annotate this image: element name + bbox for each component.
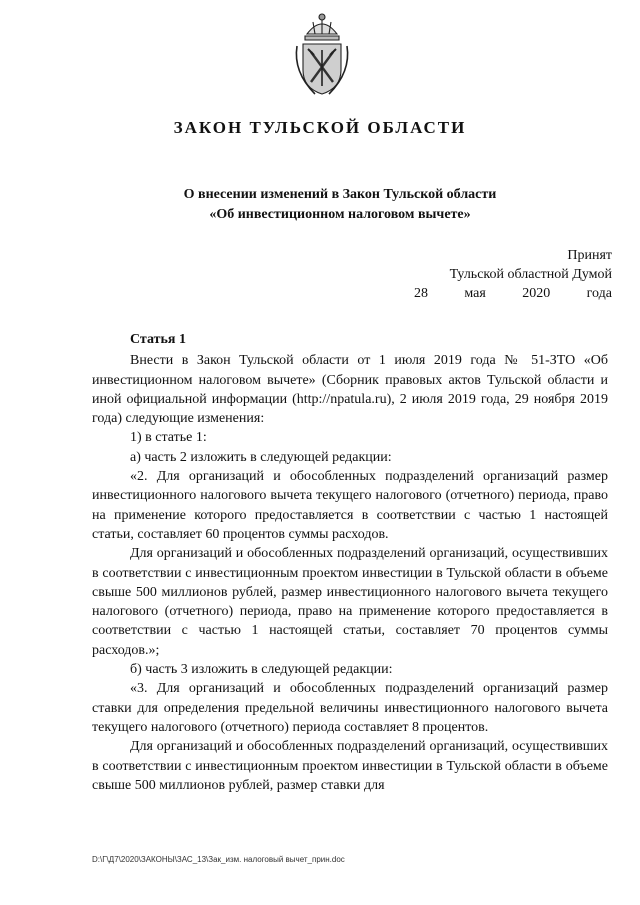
law-title: ЗАКОН ТУЛЬСКОЙ ОБЛАСТИ xyxy=(173,118,467,137)
adoption-year-word: года xyxy=(586,286,612,301)
adopted-label: Принят xyxy=(567,248,612,263)
law-subtitle xyxy=(0,185,640,225)
tula-coat-of-arms-icon xyxy=(291,10,353,98)
paragraph: а) часть 2 изложить в следующей редакции: xyxy=(130,449,392,465)
adoption-block xyxy=(412,246,612,303)
paragraph: б) часть 3 изложить в следующей редакции: xyxy=(130,662,393,678)
paragraph: Внести в Закон Тульской области от 1 июля 2019 года № 51-ЗТО «Об инвестиционном налоговом вычете» (Сборник правовых актов Тульской области и иной официальной информации (http://npatula.ru), 2 июля 2019 года, 29 ноября 2019 года) следующие изменения: xyxy=(92,353,608,427)
subtitle-line-1: О внесении изменений в Закон Тульской области xyxy=(183,187,497,202)
adoption-year: 2020 xyxy=(522,286,551,301)
adoption-month: мая xyxy=(464,286,486,301)
paragraph: Для организаций и обособленных подразделений организаций, осуществивших в соответствии с инвестиционным проектом инвестиции в Тульской области в объеме свыше 500 миллионов рублей, размер инвестиционного налогового вычета текущего налогового (отчетного) периода, право на применение которого предоставляется в соответствии с частью 1 настоящей статьи, составляет 70 процентов суммы расходов.»; xyxy=(92,546,608,658)
adoption-date xyxy=(412,284,612,303)
paragraph: Для организаций и обособленных подразделений организаций, осуществивших в соответствии с инвестиционным проектом инвестиции в Тульской области в объеме свыше 500 миллионов рублей, размер ставки для xyxy=(92,739,608,793)
article-heading: Статья 1 xyxy=(130,332,186,347)
paragraph: «2. Для организаций и обособленных подразделений организаций размер инвестиционного налогового вычета текущего налогового (отчетного) периода, право на применение которого предоставляется в соответствии с частью 1 настоящей статьи, составляет 60 процентов суммы расходов. xyxy=(92,469,608,542)
paragraph: «3. Для организаций и обособленных подразделений организаций размер ставки для определения предельной величины инвестиционного налогового вычета текущего налогового (отчетного) периода составляет 8 процентов. xyxy=(92,681,608,735)
law-body xyxy=(92,330,608,795)
adoption-day: 28 xyxy=(414,286,428,301)
file-path-footer: D:\Г\Д7\2020\ЗАКОНЫ\ЗАС_13\Зак_изм. налоговый вычет_прин.doc xyxy=(92,855,345,864)
paragraph: 1) в статье 1: xyxy=(130,430,207,446)
subtitle-line-2: «Об инвестиционном налоговом вычете» xyxy=(209,207,471,222)
adopted-by: Тульской областной Думой xyxy=(449,267,612,282)
